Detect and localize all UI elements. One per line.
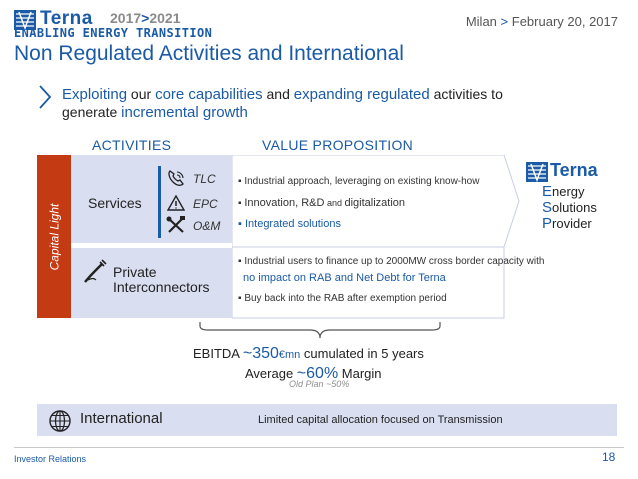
results-bracket	[198, 320, 442, 340]
service-item-om: O&M	[193, 219, 221, 233]
international-description: Limited capital allocation focused on Transmission	[258, 414, 503, 426]
vp-services-bullet-2: ▪ Innovation, R&D and digitalization	[238, 197, 406, 209]
service-item-tlc: TLC	[193, 172, 216, 186]
energy-solutions-provider: Energy Solutions Provider	[542, 183, 597, 232]
activities-header: ACTIVITIES	[92, 137, 172, 153]
vp-private-bullet-1-cont: no impact on RAB and Net Debt for Terna	[243, 272, 446, 284]
footer-investor-relations: Investor Relations	[14, 454, 87, 464]
vp-services-bullet-1: ▪ Industrial approach, leveraging on existing know-how	[238, 176, 480, 187]
value-proposition-header: VALUE PROPOSITION	[262, 137, 414, 153]
plan-years: 2017>2021	[110, 10, 181, 26]
margin-line: Average ~60% Margin	[245, 365, 382, 382]
chevron-right-icon	[38, 84, 52, 110]
vp-services-bullet-3: ▪ Integrated solutions	[238, 218, 341, 230]
page-number: 18	[602, 450, 616, 464]
vp-private-bullet-1: ▪ Industrial users to finance up to 2000MW cross border capacity with	[238, 256, 545, 267]
warning-icon	[167, 195, 185, 211]
globe-icon	[48, 409, 72, 433]
subtitle-line-2: generate incremental growth	[62, 104, 248, 121]
ebitda-line: EBITDA ~350€mn cumulated in 5 years	[193, 345, 424, 362]
international-label: International	[80, 410, 163, 427]
services-label: Services	[88, 195, 142, 211]
vp-private-bullet-2: ▪ Buy back into the RAB after exemption period	[238, 293, 447, 304]
page-title: Non Regulated Activities and International	[14, 42, 404, 65]
tools-icon	[166, 216, 186, 234]
terna-logo	[14, 8, 334, 40]
footer-divider	[14, 447, 624, 448]
phone-icon	[167, 170, 185, 186]
services-divider	[158, 166, 161, 238]
esp-terna-logo: Terna	[526, 160, 616, 186]
old-plan-note: Old Plan ~50%	[289, 379, 350, 389]
tagline: ENABLING ENERGY TRANSITION	[14, 26, 213, 40]
brand-name: Terna	[40, 8, 93, 29]
terna-logo-icon	[526, 162, 548, 182]
cable-icon	[82, 258, 108, 284]
private-interconnectors-label: Private Interconnectors	[113, 264, 210, 295]
service-item-epc: EPC	[193, 197, 218, 211]
capital-light-label: Capital Light	[47, 203, 61, 270]
subtitle-line-1: Exploiting our core capabilities and expanding regulated activities to	[62, 86, 503, 103]
meeting-info: Milan > February 20, 2017	[465, 14, 618, 29]
